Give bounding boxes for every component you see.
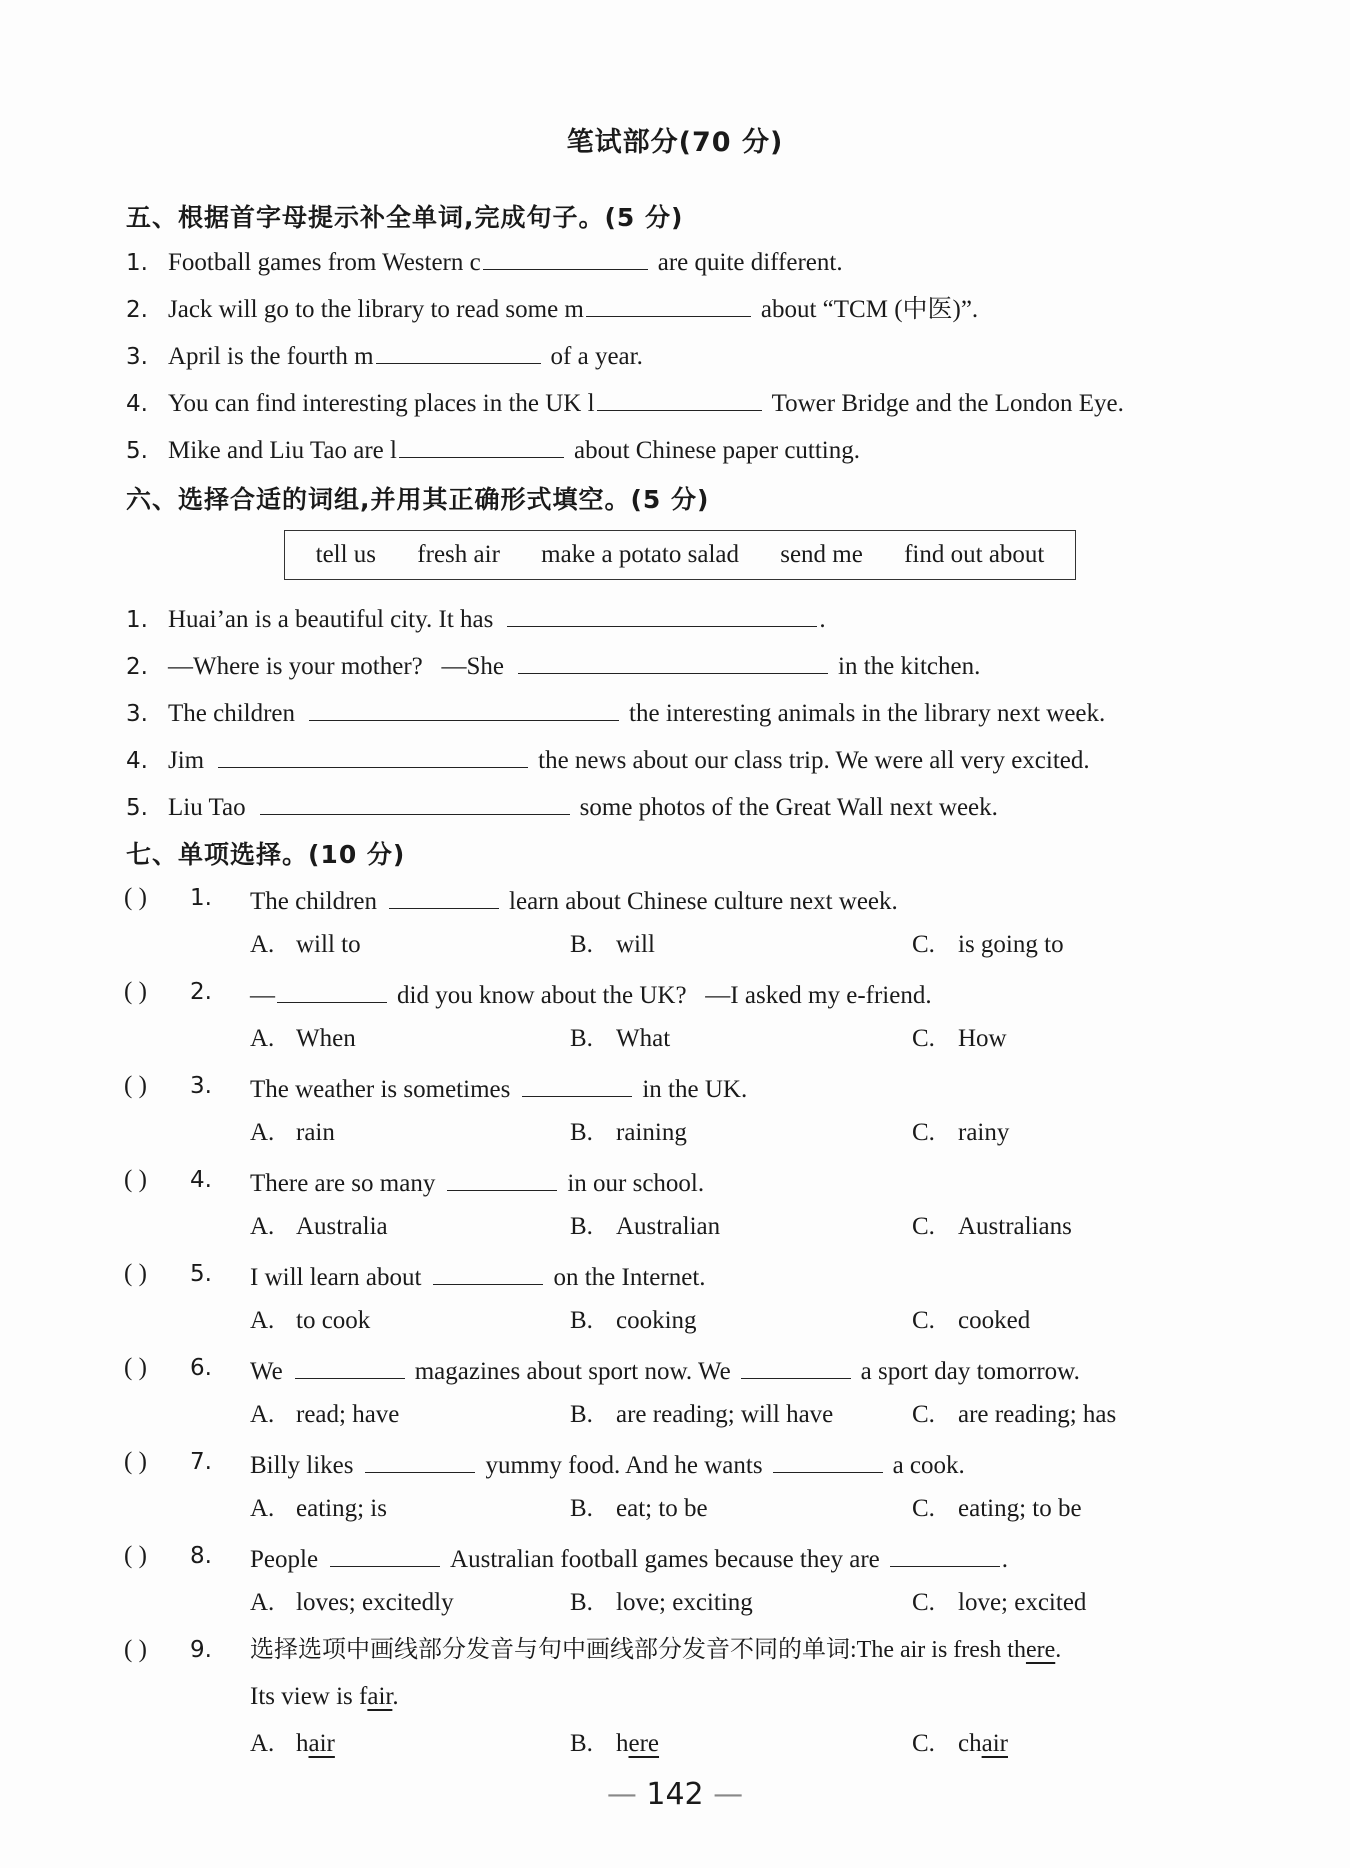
answer-parentheses[interactable]: ( ) xyxy=(124,1448,147,1475)
option-letter: A. xyxy=(250,1025,275,1052)
option-letter: C. xyxy=(912,1119,935,1146)
option-text: rainy xyxy=(958,1119,1010,1146)
option-letter: A. xyxy=(250,1589,275,1616)
s6-item-number: 5. xyxy=(126,795,148,821)
answer-blank[interactable] xyxy=(260,788,570,815)
answer-parentheses[interactable]: ( ) xyxy=(124,1636,147,1663)
question-number: 6. xyxy=(190,1355,212,1381)
question-text: I will learn about xyxy=(250,1264,422,1291)
option-text: How xyxy=(958,1025,1007,1052)
option-b[interactable] xyxy=(570,929,655,961)
option-b[interactable] xyxy=(570,1399,833,1431)
question-7-text xyxy=(250,1446,965,1482)
option-b[interactable] xyxy=(570,1587,753,1619)
option-b[interactable] xyxy=(570,1493,708,1525)
phrase-option: fresh air xyxy=(417,541,500,568)
s6-item-number: 3. xyxy=(126,701,148,727)
question-3-text xyxy=(250,1070,747,1106)
option-b[interactable] xyxy=(570,1211,720,1243)
option-b[interactable] xyxy=(570,1728,659,1760)
section-7-heading: 七、单项选择。(10 分) xyxy=(126,840,406,869)
question-number: 3. xyxy=(190,1073,212,1099)
s6-item-5 xyxy=(126,788,998,824)
option-letter: C. xyxy=(912,1589,935,1616)
s5-item-number: 4. xyxy=(126,391,148,417)
s6-item-text: Huai’an is a beautiful city. It has xyxy=(168,606,494,633)
option-text: loves; excitedly xyxy=(296,1589,454,1616)
question-9-text-line-2 xyxy=(250,1681,399,1713)
s6-item-text: . xyxy=(819,606,826,633)
option-c[interactable] xyxy=(912,929,1064,961)
page-number-value: 142 xyxy=(646,1777,704,1812)
answer-blank[interactable] xyxy=(389,882,499,909)
answer-blank[interactable] xyxy=(518,647,828,674)
option-b[interactable] xyxy=(570,1305,697,1337)
underlined-part: air xyxy=(367,1683,393,1710)
question-2-text xyxy=(250,976,932,1012)
option-text: raining xyxy=(616,1119,687,1146)
option-letter: B. xyxy=(570,1025,593,1052)
option-letter: B. xyxy=(570,1401,593,1428)
answer-blank[interactable] xyxy=(295,1352,405,1379)
answer-blank[interactable] xyxy=(399,431,564,458)
s5-item-2 xyxy=(126,290,978,326)
question-text: Its view is f xyxy=(250,1683,368,1710)
question-6-text xyxy=(250,1352,1080,1388)
question-number: 8. xyxy=(190,1543,212,1569)
option-text: cooking xyxy=(616,1307,697,1334)
s6-item-number: 4. xyxy=(126,748,148,774)
option-text: Australia xyxy=(296,1213,388,1240)
question-text: People xyxy=(250,1546,319,1573)
question-8-text xyxy=(250,1540,1008,1576)
answer-blank[interactable] xyxy=(741,1352,851,1379)
s6-item-text: the news about our class trip. We were all very excited. xyxy=(538,747,1090,774)
option-letter: B. xyxy=(570,1119,593,1146)
answer-parentheses[interactable]: ( ) xyxy=(124,1354,147,1381)
option-letter: A. xyxy=(250,1119,275,1146)
question-text: 选择选项中画线部分发音与句中画线部分发音不同的单词:The air is fresh th xyxy=(250,1637,1026,1663)
s6-item-number: 2. xyxy=(126,654,148,680)
answer-blank[interactable] xyxy=(586,290,751,317)
s6-item-3 xyxy=(126,694,1105,730)
s5-item-text: are quite different. xyxy=(657,249,843,276)
option-letter: C. xyxy=(912,1213,935,1240)
question-text: in our school. xyxy=(567,1170,705,1197)
s5-item-text: Tower Bridge and the London Eye. xyxy=(771,390,1124,417)
phrase-option: tell us xyxy=(315,541,377,568)
option-text: are reading; has xyxy=(958,1401,1117,1428)
page-number-dash: — xyxy=(713,1777,744,1812)
answer-blank[interactable] xyxy=(507,600,817,627)
question-text: magazines about sport now. We xyxy=(414,1358,731,1385)
s5-item-1 xyxy=(126,243,843,279)
s5-item-number: 1. xyxy=(126,250,148,276)
option-text: love; excited xyxy=(958,1589,1087,1616)
s6-item-text: the interesting animals in the library next week. xyxy=(629,700,1106,727)
option-text: h xyxy=(296,1730,309,1757)
answer-blank[interactable] xyxy=(522,1070,632,1097)
answer-blank[interactable] xyxy=(376,337,541,364)
question-text: Billy likes xyxy=(250,1452,354,1479)
option-a[interactable] xyxy=(250,1587,454,1619)
question-text: The weather is sometimes xyxy=(250,1076,511,1103)
option-letter: C. xyxy=(912,1025,935,1052)
section-6-heading: 六、选择合适的词组,并用其正确形式填空。(5 分) xyxy=(126,485,710,514)
question-text: The children xyxy=(250,888,378,915)
option-letter: C. xyxy=(912,1495,935,1522)
option-text: Australians xyxy=(958,1213,1072,1240)
underlined-part: ere xyxy=(1025,1637,1056,1663)
option-b[interactable] xyxy=(570,1117,687,1149)
question-number: 4. xyxy=(190,1167,212,1193)
option-c[interactable] xyxy=(912,1728,1008,1760)
question-1-text xyxy=(250,882,898,918)
option-c[interactable] xyxy=(912,1587,1086,1619)
question-9-text xyxy=(250,1634,1061,1666)
option-letter: A. xyxy=(250,1213,275,1240)
s5-item-text: about Chinese paper cutting. xyxy=(573,437,861,464)
question-number: 1. xyxy=(190,885,212,911)
option-letter: B. xyxy=(570,1495,593,1522)
answer-parentheses[interactable]: ( ) xyxy=(124,884,147,911)
s5-item-number: 2. xyxy=(126,297,148,323)
option-a[interactable] xyxy=(250,1117,335,1149)
question-text: did you know about the UK? —I asked my e-friend. xyxy=(397,982,932,1009)
answer-parentheses[interactable]: ( ) xyxy=(124,978,147,1005)
answer-blank[interactable] xyxy=(433,1258,543,1285)
s6-item-number: 1. xyxy=(126,607,148,633)
option-text: Australian xyxy=(616,1213,721,1240)
s5-item-text: Football games from Western c xyxy=(168,249,481,276)
phrase-option: make a potato salad xyxy=(541,541,739,568)
s6-item-4 xyxy=(126,741,1090,777)
option-letter: A. xyxy=(250,1495,275,1522)
answer-blank[interactable] xyxy=(277,976,387,1003)
option-a[interactable] xyxy=(250,1023,356,1055)
option-c[interactable] xyxy=(912,1305,1030,1337)
s5-item-number: 3. xyxy=(126,344,148,370)
option-letter: B. xyxy=(570,1307,593,1334)
answer-blank[interactable] xyxy=(483,243,648,270)
page-number-dash: — xyxy=(606,1777,637,1812)
answer-blank[interactable] xyxy=(597,384,762,411)
option-letter: B. xyxy=(570,1213,593,1240)
s5-item-text: about “TCM (中医)”. xyxy=(760,296,979,323)
phrase-option: find out about xyxy=(904,541,1045,568)
question-text: — xyxy=(250,982,275,1009)
answer-parentheses[interactable]: ( ) xyxy=(124,1166,147,1193)
question-number: 5. xyxy=(190,1261,212,1287)
section-5-heading: 五、根据首字母提示补全单词,完成句子。(5 分) xyxy=(126,203,684,232)
option-letter: A. xyxy=(250,1401,275,1428)
option-letter: C. xyxy=(912,931,935,958)
option-text: h xyxy=(616,1730,629,1757)
answer-blank[interactable] xyxy=(309,694,619,721)
option-letter: C. xyxy=(912,1307,935,1334)
option-text: cooked xyxy=(958,1307,1031,1334)
question-number: 7. xyxy=(190,1449,212,1475)
answer-parentheses[interactable]: ( ) xyxy=(124,1072,147,1099)
s5-item-text: You can find interesting places in the UK l xyxy=(168,390,595,417)
option-text: What xyxy=(616,1025,671,1052)
option-letter: B. xyxy=(570,931,593,958)
s6-item-text: in the kitchen. xyxy=(838,653,981,680)
underlined-part: ere xyxy=(628,1730,660,1757)
answer-parentheses[interactable]: ( ) xyxy=(124,1260,147,1287)
option-text: read; have xyxy=(296,1401,400,1428)
s5-item-number: 5. xyxy=(126,438,148,464)
s6-item-1 xyxy=(126,600,826,636)
option-text: is going to xyxy=(958,931,1064,958)
option-letter: B. xyxy=(570,1589,593,1616)
option-letter: C. xyxy=(912,1401,935,1428)
option-c[interactable] xyxy=(912,1023,1007,1055)
question-text: on the Internet. xyxy=(553,1264,706,1291)
option-a[interactable] xyxy=(250,1728,335,1760)
question-4-text xyxy=(250,1164,704,1200)
answer-blank[interactable] xyxy=(447,1164,557,1191)
s5-item-3 xyxy=(126,337,643,373)
answer-blank[interactable] xyxy=(773,1446,883,1473)
page-number xyxy=(0,1777,1350,1812)
question-text: a cook. xyxy=(892,1452,965,1479)
question-text: a sport day tomorrow. xyxy=(860,1358,1080,1385)
s5-item-text: April is the fourth m xyxy=(168,343,374,370)
s6-item-text: —Where is your mother? —She xyxy=(168,653,505,680)
option-a[interactable] xyxy=(250,1305,370,1337)
question-number: 2. xyxy=(190,979,212,1005)
phrase-option: send me xyxy=(780,541,863,568)
option-a[interactable] xyxy=(250,929,361,961)
question-text: Australian football games because they are xyxy=(450,1546,880,1573)
option-text: eating; is xyxy=(296,1495,387,1522)
underlined-part: air xyxy=(981,1730,1008,1757)
option-letter: C. xyxy=(912,1730,935,1757)
s6-item-2 xyxy=(126,647,980,683)
option-text: are reading; will have xyxy=(616,1401,834,1428)
option-letter: A. xyxy=(250,1730,275,1757)
option-text: to cook xyxy=(296,1307,371,1334)
s6-item-text: Liu Tao xyxy=(168,794,246,821)
option-text: love; exciting xyxy=(616,1589,753,1616)
question-text: . xyxy=(1055,1637,1062,1663)
s5-item-text: of a year. xyxy=(550,343,643,370)
option-c[interactable] xyxy=(912,1117,1009,1149)
answer-parentheses[interactable]: ( ) xyxy=(124,1542,147,1569)
s6-item-text: Jim xyxy=(168,747,205,774)
answer-blank[interactable] xyxy=(330,1540,440,1567)
s5-item-text: Mike and Liu Tao are l xyxy=(168,437,397,464)
option-c[interactable] xyxy=(912,1211,1072,1243)
question-text: . xyxy=(392,1683,399,1710)
question-text: There are so many xyxy=(250,1170,436,1197)
answer-blank[interactable] xyxy=(218,741,528,768)
option-text: will to xyxy=(296,931,361,958)
s5-item-4 xyxy=(126,384,1124,420)
phrase-bank xyxy=(284,530,1076,580)
option-text: eating; to be xyxy=(958,1495,1082,1522)
option-a[interactable] xyxy=(250,1399,399,1431)
question-number: 9. xyxy=(190,1637,212,1663)
s5-item-5 xyxy=(126,431,860,467)
underlined-part: air xyxy=(308,1730,335,1757)
question-text: yummy food. And he wants xyxy=(485,1452,763,1479)
s6-item-text: The children xyxy=(168,700,296,727)
question-text: We xyxy=(250,1358,283,1385)
option-text: ch xyxy=(958,1730,982,1757)
option-text: eat; to be xyxy=(616,1495,708,1522)
option-letter: B. xyxy=(570,1730,593,1757)
option-text: When xyxy=(296,1025,356,1052)
option-b[interactable] xyxy=(570,1023,670,1055)
question-text: learn about Chinese culture next week. xyxy=(509,888,898,915)
page-title: 笔试部分(70 分) xyxy=(566,127,784,158)
option-text: rain xyxy=(296,1119,335,1146)
option-a[interactable] xyxy=(250,1493,387,1525)
option-letter: A. xyxy=(250,931,275,958)
option-text: will xyxy=(616,931,655,958)
option-a[interactable] xyxy=(250,1211,388,1243)
s5-item-text: Jack will go to the library to read some m xyxy=(168,296,584,323)
option-letter: A. xyxy=(250,1307,275,1334)
option-c[interactable] xyxy=(912,1399,1116,1431)
question-text: . xyxy=(1001,1546,1008,1573)
question-text: in the UK. xyxy=(642,1076,748,1103)
answer-blank[interactable] xyxy=(365,1446,475,1473)
option-c[interactable] xyxy=(912,1493,1082,1525)
s6-item-text: some photos of the Great Wall next week. xyxy=(579,794,998,821)
answer-blank[interactable] xyxy=(890,1540,1000,1567)
question-5-text xyxy=(250,1258,706,1294)
